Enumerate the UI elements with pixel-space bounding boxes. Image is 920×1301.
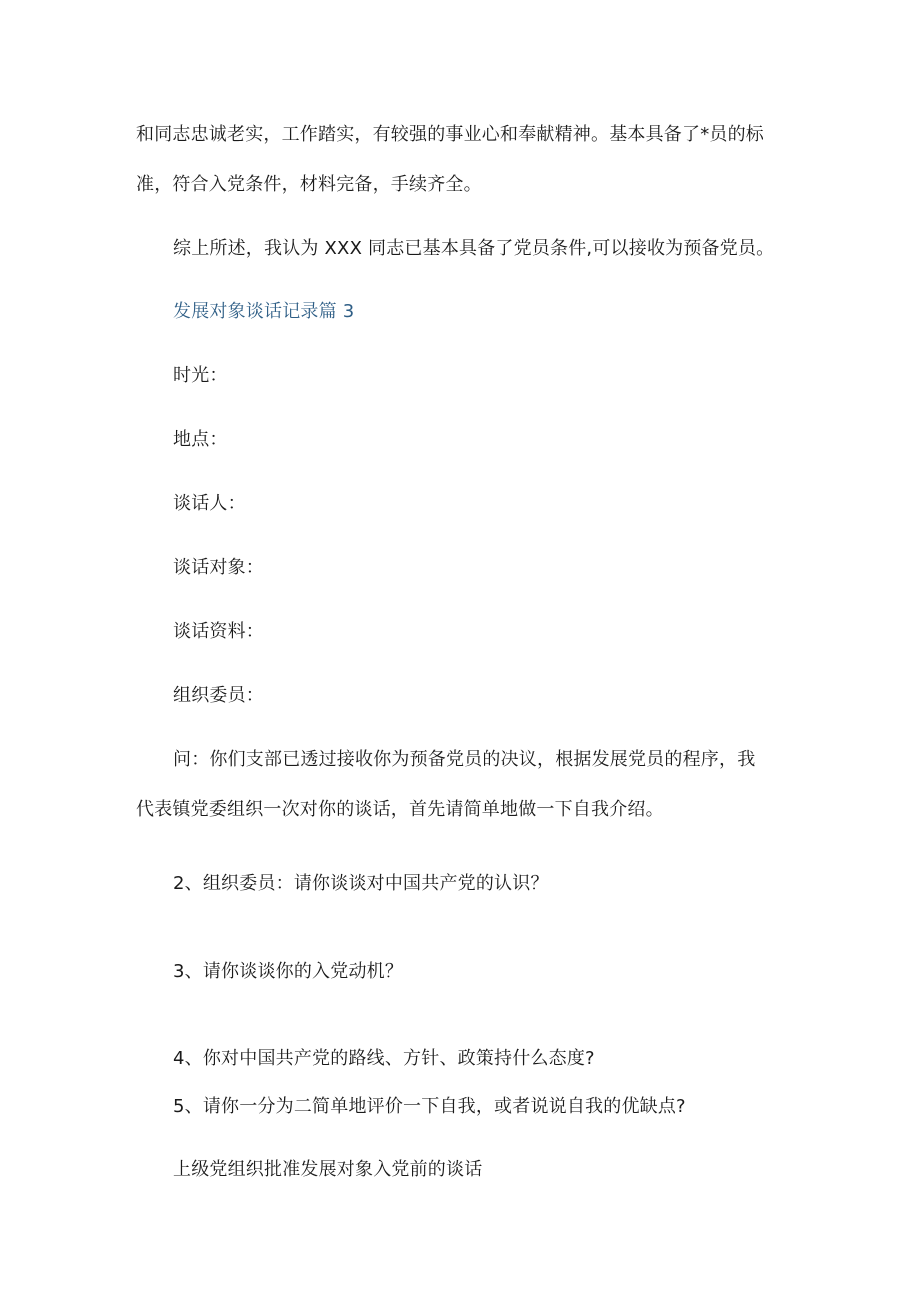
field-interviewer: 谈话人： <box>173 493 246 514</box>
question-5: 5、请你一分为二简单地评价一下自我，或者说说自我的优缺点? <box>173 1096 686 1117</box>
question-1-line-2: 代表镇党委组织一次对你的谈话，首先请简单地做一下自我介绍。 <box>136 799 664 820</box>
question-2: 2、组织委员：请你谈谈对中国共产党的认识？ <box>173 873 549 894</box>
paragraph-1-line-1: 和同志忠诚老实，工作踏实，有较强的事业心和奉献精神。基本具备了*员的标 <box>136 124 764 145</box>
section-heading: 发展对象谈话记录篇 3 <box>173 301 355 322</box>
question-3: 3、请你谈谈你的入党动机？ <box>173 961 404 982</box>
field-materials: 谈话资料： <box>173 621 264 642</box>
field-time: 时光： <box>173 365 228 386</box>
paragraph-2: 综上所述，我认为 XXX 同志已基本具备了党员条件,可以接收为预备党员。 <box>173 238 775 259</box>
paragraph-1-line-2: 准，符合入党条件，材料完备，手续齐全。 <box>136 174 482 195</box>
question-4: 4、你对中国共产党的路线、方针、政策持什么态度? <box>173 1048 595 1069</box>
field-committee-member: 组织委员： <box>173 685 264 706</box>
closing-title: 上级党组织批准发展对象入党前的谈话 <box>173 1159 483 1180</box>
field-interviewee: 谈话对象： <box>173 557 264 578</box>
field-place: 地点： <box>173 429 228 450</box>
question-1-line-1: 问：你们支部已透过接收你为预备党员的决议，根据发展党员的程序，我 <box>173 749 756 770</box>
